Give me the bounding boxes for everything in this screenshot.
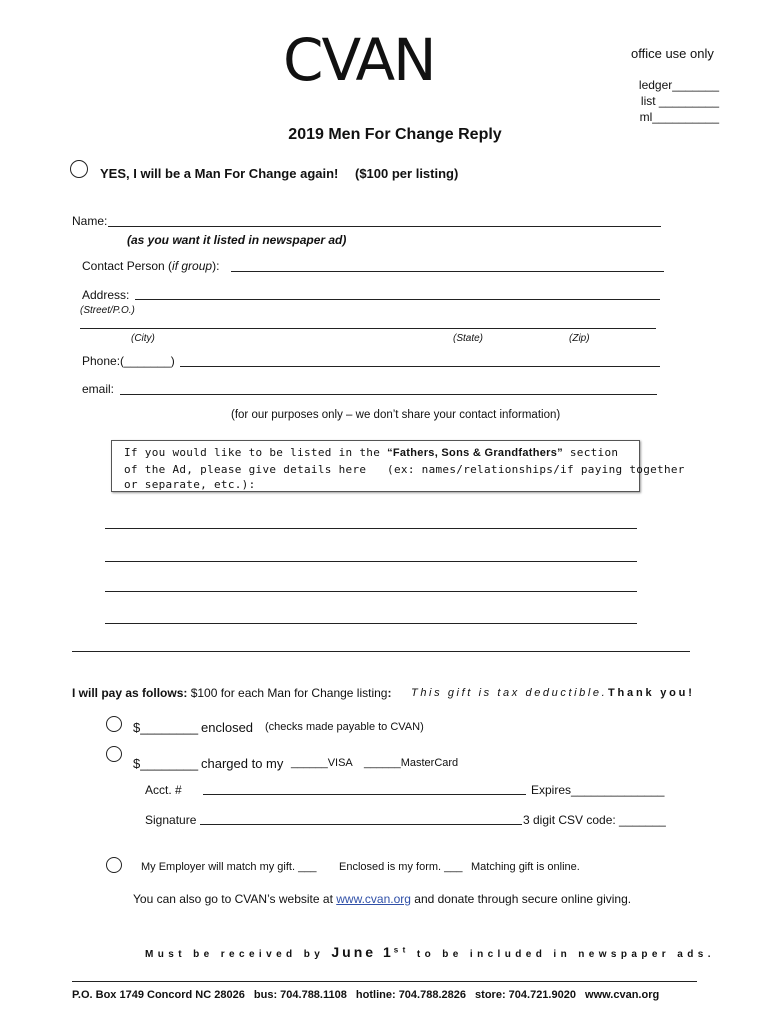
- yes-radio[interactable]: [70, 160, 88, 178]
- address-city-sub: (City): [131, 333, 155, 344]
- address-street-field[interactable]: [135, 299, 660, 300]
- footer-hotline: hotline: 704.788.2826: [355, 989, 466, 1001]
- deadline-suffix: to be included in newspaper ads.: [409, 949, 715, 960]
- contact-label-italic: if group: [172, 259, 213, 273]
- yes-price: ($100 per listing): [355, 166, 459, 181]
- email-label: email:: [82, 382, 115, 396]
- section-divider: [72, 651, 690, 652]
- charged-label: charged to my: [201, 756, 284, 771]
- fathers-line-1-bold: “Fathers, Sons & Grandfathers”: [387, 447, 563, 459]
- enclosed-note: (checks made payable to CVAN): [265, 721, 424, 733]
- address-label: Address:: [82, 288, 130, 302]
- deadline-date: June 1: [331, 944, 394, 960]
- fathers-line-1-suffix: section: [562, 446, 619, 459]
- name-note: (as you want it listed in newspaper ad): [127, 233, 347, 247]
- phone-field[interactable]: [180, 366, 660, 367]
- fathers-section-box: [111, 440, 685, 492]
- address-city-field[interactable]: [80, 328, 656, 329]
- visa-option[interactable]: ______VISA: [291, 757, 353, 769]
- name-field[interactable]: [108, 226, 661, 227]
- website-prefix: You can also go to CVAN’s website at: [133, 892, 337, 906]
- office-ledger: ledger_______: [638, 78, 719, 92]
- address-state-sub: (State): [453, 333, 484, 344]
- tax-deductible-note: This gift is tax deductible.: [411, 687, 608, 699]
- contact-field[interactable]: [231, 271, 664, 272]
- office-ml: ml__________: [639, 110, 719, 124]
- employer-enclosed: Enclosed is my form. ___: [339, 861, 463, 873]
- website-suffix: and donate through secure online giving.: [410, 892, 632, 906]
- website-link[interactable]: www.cvan.org: [336, 892, 411, 906]
- page-title: 2019 Men For Change Reply: [288, 126, 502, 143]
- enclosed-amount[interactable]: $________: [133, 720, 199, 735]
- footer-po-box: P.O. Box 1749 Concord NC 28026: [72, 989, 245, 1001]
- cvan-logo: [283, 26, 435, 94]
- payment-lead: [72, 686, 391, 700]
- footer-site: www.cvan.org: [585, 989, 660, 1001]
- payment-lead-text: $100 for each Man for Change listing: [187, 686, 388, 700]
- acct-label: Acct. #: [145, 783, 182, 797]
- deadline-sup: st: [393, 945, 410, 955]
- footer-bus: bus: 704.788.1108: [253, 989, 347, 1001]
- csv-field[interactable]: 3 digit CSV code: _______: [523, 813, 666, 827]
- address-zip-sub: (Zip): [569, 333, 590, 344]
- fathers-line-3: or separate, etc.):: [124, 478, 256, 491]
- enclosed-label: enclosed: [201, 720, 254, 735]
- office-use-heading: office use only: [631, 46, 714, 61]
- signature-field[interactable]: [200, 824, 522, 825]
- charged-amount[interactable]: $________: [133, 756, 199, 771]
- email-field[interactable]: [120, 394, 657, 395]
- details-line-4[interactable]: [105, 623, 637, 624]
- deadline-note: [145, 944, 715, 960]
- fathers-line-1: [124, 445, 639, 462]
- details-line-1[interactable]: [105, 528, 637, 529]
- employer-online: Matching gift is online.: [471, 861, 580, 873]
- charged-radio[interactable]: [106, 746, 122, 762]
- office-list: list _________: [640, 94, 719, 108]
- deadline-prefix: Must be received by: [145, 949, 332, 960]
- contact-label-prefix: Contact Person (: [82, 259, 173, 273]
- details-line-2[interactable]: [105, 561, 637, 562]
- contact-label-suffix: ):: [212, 259, 220, 273]
- expires-field[interactable]: Expires______________: [531, 783, 665, 797]
- payment-lead-colon: :: [387, 686, 392, 700]
- details-line-3[interactable]: [105, 591, 637, 592]
- fathers-line-2: of the Ad, please give details here (ex: names/relationships/if paying together: [124, 462, 685, 476]
- footer-contact: [72, 989, 659, 1001]
- mastercard-option[interactable]: ______MasterCard: [364, 757, 459, 769]
- employer-match: My Employer will match my gift. ___: [141, 861, 317, 873]
- employer-radio[interactable]: [106, 857, 122, 873]
- privacy-note: (for our purposes only – we don’t share your contact information): [231, 409, 561, 421]
- name-label: Name:: [72, 214, 108, 228]
- payment-lead-bold: I will pay as follows:: [72, 686, 188, 700]
- acct-field[interactable]: [203, 794, 526, 795]
- contact-label: [82, 259, 219, 273]
- yes-label: YES, I will be a Man For Change again!: [100, 166, 339, 181]
- address-street-sub: (Street/P.O.): [80, 305, 135, 316]
- website-note: [133, 892, 631, 906]
- enclosed-radio[interactable]: [106, 716, 122, 732]
- footer-store: store: 704.721.9020: [475, 989, 576, 1001]
- fathers-line-1-prefix: If you would like to be listed in the: [124, 446, 388, 459]
- phone-label: Phone:(_______): [82, 354, 175, 368]
- footer-divider: [72, 981, 697, 982]
- thank-you-note: Thank you!: [608, 687, 695, 699]
- logo-text: CVAN: [283, 26, 435, 94]
- signature-label: Signature: [145, 813, 197, 827]
